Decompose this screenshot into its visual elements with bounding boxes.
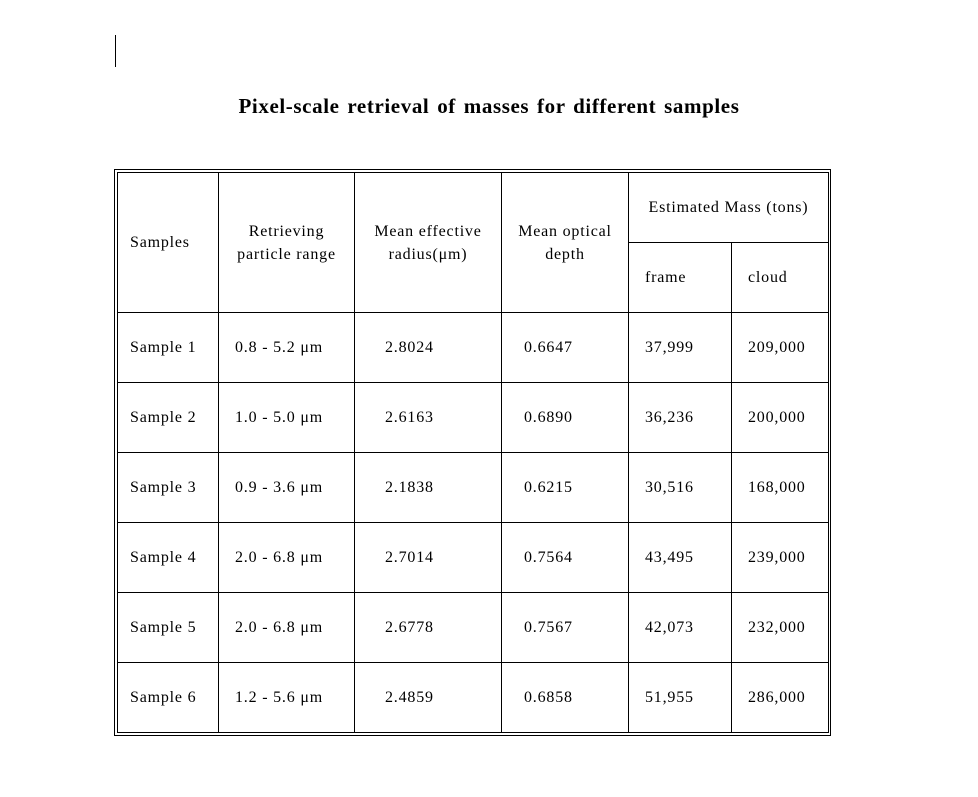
radius-cell: 2.7014 (355, 523, 502, 593)
depth-cell: 0.6890 (502, 383, 629, 453)
sample-cell: Sample 1 (118, 313, 219, 383)
frame-cell: 30,516 (629, 453, 732, 523)
header-estimated-mass: Estimated Mass (tons) (629, 173, 829, 243)
header-effective-radius-line2: radius(μm) (388, 245, 468, 263)
sample-cell: Sample 3 (118, 453, 219, 523)
sample-cell: Sample 5 (118, 593, 219, 663)
depth-cell: 0.7567 (502, 593, 629, 663)
depth-cell: 0.6215 (502, 453, 629, 523)
sample-cell: Sample 2 (118, 383, 219, 453)
header-particle-range (219, 173, 355, 313)
header-cloud: cloud (732, 243, 829, 313)
header-frame: frame (629, 243, 732, 313)
table-row (118, 453, 829, 523)
frame-cell: 42,073 (629, 593, 732, 663)
header-samples: Samples (118, 173, 219, 313)
header-particle-range-line1: Retrieving (248, 222, 325, 240)
header-row (118, 173, 829, 243)
header-particle-range-line2: particle range (237, 245, 336, 263)
header-optical-depth (502, 173, 629, 313)
range-cell: 2.0 - 6.8 μm (219, 593, 355, 663)
sample-cell: Sample 6 (118, 663, 219, 733)
cloud-cell: 168,000 (732, 453, 829, 523)
header-effective-radius (355, 173, 502, 313)
range-cell: 0.9 - 3.6 μm (219, 453, 355, 523)
radius-cell: 2.6163 (355, 383, 502, 453)
frame-cell: 36,236 (629, 383, 732, 453)
header-optical-depth-line1: Mean optical (518, 222, 612, 240)
frame-cell: 51,955 (629, 663, 732, 733)
table-row (118, 663, 829, 733)
sample-cell: Sample 4 (118, 523, 219, 593)
cloud-cell: 209,000 (732, 313, 829, 383)
cloud-cell: 200,000 (732, 383, 829, 453)
range-cell: 1.0 - 5.0 μm (219, 383, 355, 453)
mass-retrieval-table (117, 172, 829, 733)
page-title: Pixel-scale retrieval of masses for different samples (238, 94, 740, 118)
radius-cell: 2.6778 (355, 593, 502, 663)
frame-cell: 43,495 (629, 523, 732, 593)
range-cell: 1.2 - 5.6 μm (219, 663, 355, 733)
radius-cell: 2.8024 (355, 313, 502, 383)
cloud-cell: 239,000 (732, 523, 829, 593)
depth-cell: 0.6858 (502, 663, 629, 733)
table-row (118, 383, 829, 453)
header-effective-radius-line1: Mean effective (374, 222, 482, 240)
frame-cell: 37,999 (629, 313, 732, 383)
table-row (118, 523, 829, 593)
table-row (118, 593, 829, 663)
cloud-cell: 232,000 (732, 593, 829, 663)
cloud-cell: 286,000 (732, 663, 829, 733)
text-cursor (115, 35, 116, 67)
table-row (118, 313, 829, 383)
data-table-frame (114, 169, 831, 736)
depth-cell: 0.7564 (502, 523, 629, 593)
header-optical-depth-line2: depth (545, 245, 585, 263)
radius-cell: 2.4859 (355, 663, 502, 733)
range-cell: 2.0 - 6.8 μm (219, 523, 355, 593)
radius-cell: 2.1838 (355, 453, 502, 523)
range-cell: 0.8 - 5.2 μm (219, 313, 355, 383)
depth-cell: 0.6647 (502, 313, 629, 383)
